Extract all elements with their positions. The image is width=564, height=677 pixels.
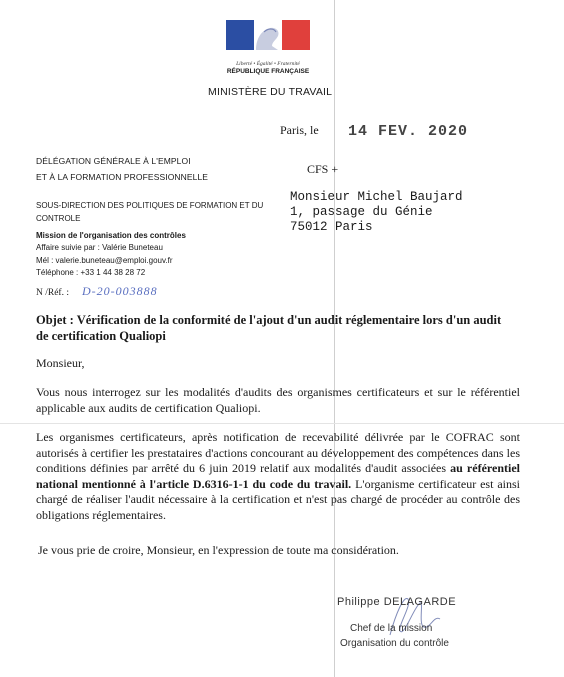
sender-dept-line2: ET À LA FORMATION PROFESSIONNELLE (36, 172, 209, 182)
sender-phone: Téléphone : +33 1 44 38 28 72 (36, 268, 146, 277)
marianne-logo (226, 20, 310, 75)
recipient-city: 75012 Paris (290, 220, 373, 234)
reference-number-stamp: D-20-003888 (82, 284, 158, 298)
paragraph-2-part2: L'organisme certificateur est ainsi chargé de réaliser l'audit nécessaire à la certification et n'est pas chargé de procéder au contrôle des obligations réglementaires. (36, 476, 520, 522)
subject-line: Objet : Vérification de la conformité de l'ajout d'un audit réglementaire lors d'un audit de certification Qualiopi (36, 313, 502, 343)
sender-dept-line1: DÉLÉGATION GÉNÉRALE À L'EMPLOI (36, 156, 191, 166)
recipient-name: Monsieur Michel Baujard (290, 190, 463, 204)
signatory-title-line2: Organisation du contrôle (340, 638, 449, 649)
paragraph-1: Vous nous interrogez sur les modalités d'audits des organismes certificateurs et sur le référentiel applicable aux audits de certification Qualiopi. (36, 385, 520, 415)
logo-motto: Liberté • Égalité • Fraternité (236, 61, 300, 67)
paragraph-2-part1: Les organismes certificateurs, après notification de recevabilité délivrée par le COFRAC sont autorisés à certifier les prestataires d'actions concourant au développement des compétences dans les conditions définies par arrêté du 6 juin 2019 relatif aux modalités d'audit associées (36, 430, 520, 475)
place-label: Paris, le (280, 123, 319, 137)
sender-subdir-line2: CONTROLE (36, 214, 81, 223)
sender-affaire: Affaire suivie par : Valérie Buneteau (36, 243, 163, 252)
recipient-street: 1, passage du Génie (290, 205, 433, 219)
signatory-title-line1: Chef de la mission (350, 623, 433, 634)
sender-mission: Mission de l'organisation des contrôles (36, 231, 186, 240)
tricolour-flag-icon (226, 20, 310, 58)
paragraph-2 (36, 430, 520, 523)
closing-formula: Je vous prie de croire, Monsieur, en l'expression de toute ma considération. (38, 543, 399, 557)
sender-email: Mél : valerie.buneteau@emploi.gouv.fr (36, 256, 173, 265)
ministry-name: MINISTÈRE DU TRAVAIL (208, 86, 333, 98)
scan-line (0, 423, 564, 424)
logo-republic: RÉPUBLIQUE FRANÇAISE (226, 68, 310, 75)
sender-subdir-line1: SOUS-DIRECTION DES POLITIQUES DE FORMATION ET DU (36, 201, 264, 210)
salutation: Monsieur, (36, 356, 85, 370)
reference-label: N /Réf. : (36, 288, 69, 298)
cfs-annotation: CFS + (307, 162, 339, 176)
signatory-name: Philippe DELAGARDE (337, 596, 457, 608)
date-stamp: 14 FEV. 2020 (348, 123, 469, 140)
paragraph-2-bold: au référentiel national mentionné à l'article D.6316-1-1 du code du travail. (36, 461, 520, 491)
